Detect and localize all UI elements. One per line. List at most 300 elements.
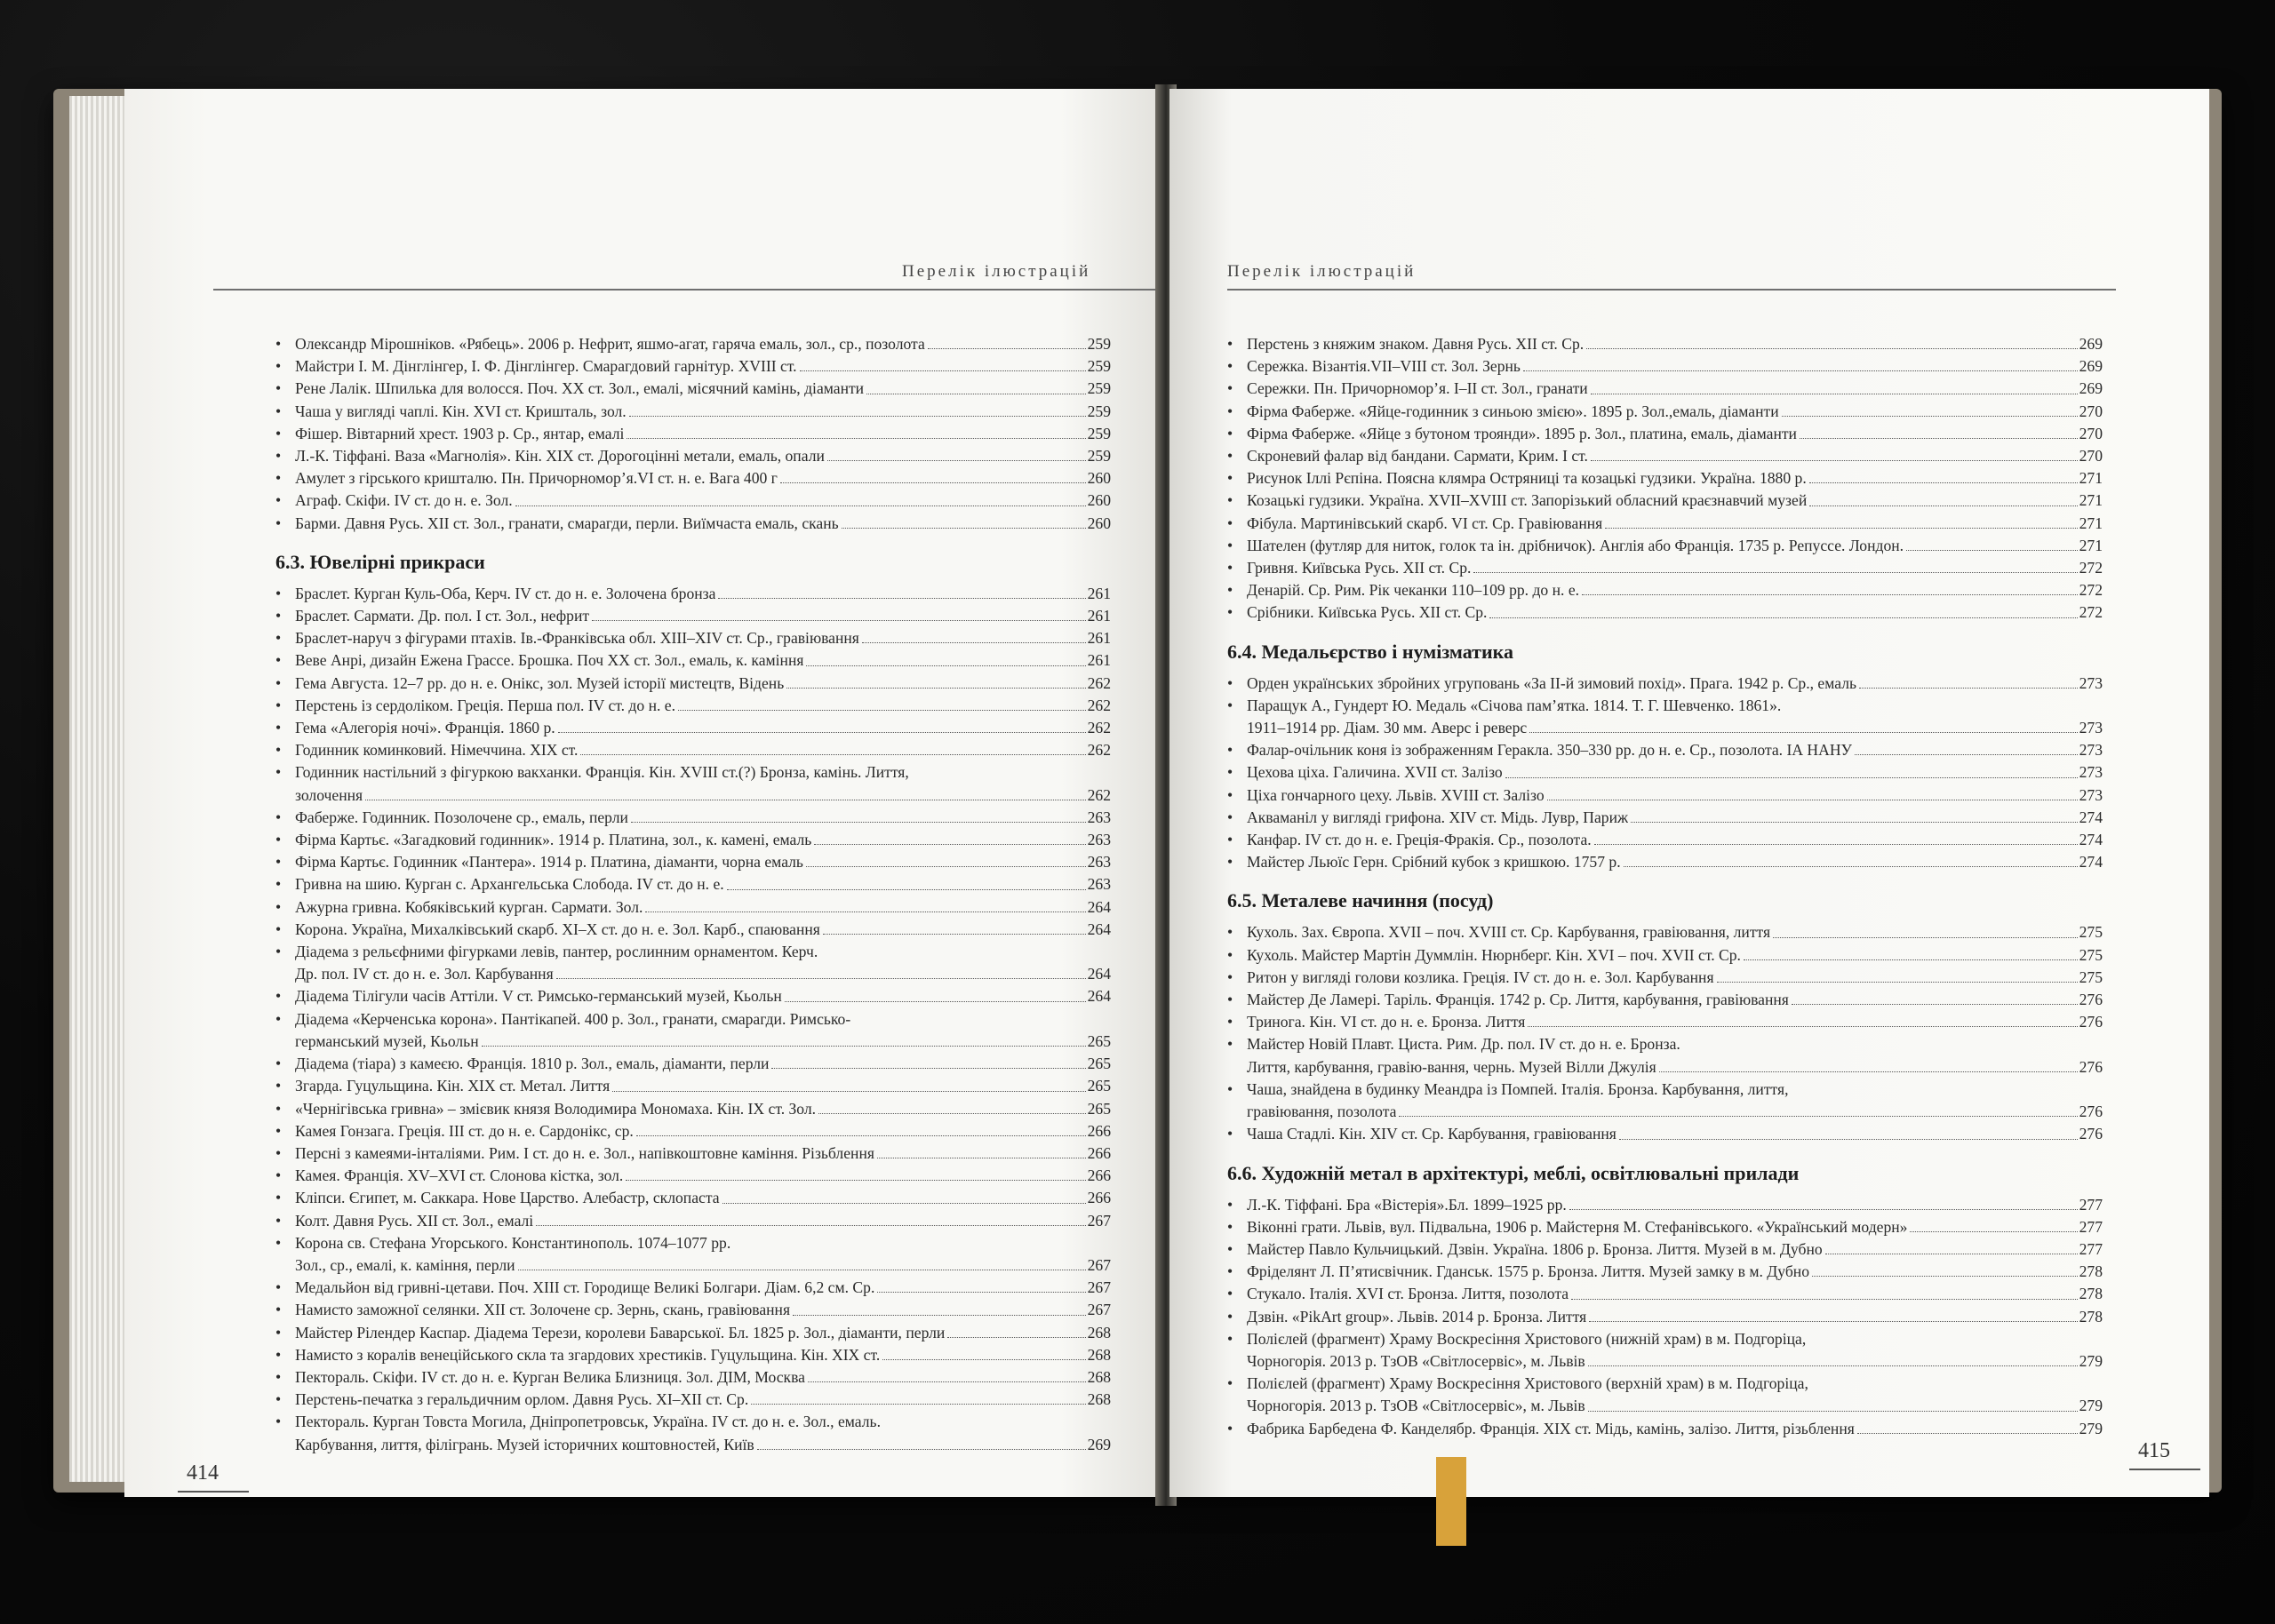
entry-text: Перстень із сердоліком. Греція. Перша пол. IV ст. до н. е. (295, 696, 675, 714)
entry-page-number: 263 (1087, 808, 1111, 826)
bullet-icon: • (275, 943, 282, 961)
entry-page-number: 274 (2079, 808, 2103, 826)
entry-page-number: 276 (2079, 1125, 2103, 1143)
dot-leader (558, 717, 1086, 733)
bullet-icon: • (275, 741, 282, 760)
illustration-entry (275, 1277, 1111, 1299)
illustration-entry (275, 1322, 1111, 1344)
entry-text: Шателен (футляр для ниток, голок та ін. дрібничок). Англія або Франція. 1735 р. Репуссе. Лондон. (1247, 536, 1904, 554)
illustration-entry (275, 1299, 1111, 1321)
dot-leader (626, 1165, 1085, 1181)
entry-page-number: 278 (2079, 1262, 2103, 1281)
illustration-entry (1227, 378, 2103, 400)
entry-page-number: 263 (1087, 853, 1111, 872)
dot-leader (771, 1053, 1085, 1069)
illustration-entry (1227, 423, 2103, 445)
section-heading: 6.5. Металеве начиння (посуд) (1227, 889, 1494, 912)
dot-leader (800, 355, 1086, 371)
entry-text: Фаберже. Годинник. Позолочене ср., емаль, перли (295, 808, 628, 826)
entry-text: Л.-К. Тіффані. Бра «Вістерія».Бл. 1899–1925 рр. (1247, 1195, 1567, 1214)
entry-text: Діадема з рельєфними фігурками левів, пантер, рослинним орнаментом. Керч. (295, 943, 818, 961)
illustration-entry (1227, 921, 2103, 943)
bullet-icon: • (275, 1189, 282, 1207)
bullet-icon: • (1227, 513, 1233, 532)
entry-page-number: 262 (1087, 741, 1111, 760)
bullet-icon: • (1227, 785, 1233, 804)
bullet-icon: • (275, 1166, 282, 1185)
bullet-icon: • (1227, 1419, 1233, 1437)
bullet-icon: • (1227, 1079, 1233, 1098)
dot-leader (1588, 1350, 2078, 1366)
illustration-entry (1227, 944, 2103, 967)
entry-text: Козацькі гудзики. Україна. XVII–XVIII ст. Запорізький обласний краєзнавчий музей (1247, 491, 1808, 510)
illustration-entry (1227, 851, 2103, 873)
entry-text: Діадема (тіара) з камеєю. Франція. 1810 р. Зол., емаль, діаманти, перли (295, 1055, 770, 1073)
entry-text: Сережки. Пн. Причорномор’я. I–II ст. Зол., гранати (1247, 379, 1588, 398)
illustration-entry (1227, 829, 2103, 851)
bullet-icon: • (275, 335, 282, 353)
bullet-icon: • (1227, 335, 1233, 353)
entry-text: Фірма Картьє. «Загадковий годинник». 1914 р. Платина, зол., к. камені, емаль (295, 831, 812, 849)
entry-page-number: 274 (2079, 831, 2103, 849)
dot-leader (1812, 1261, 2078, 1277)
illustration-entry (1227, 1123, 2103, 1145)
entry-page-number: 266 (1087, 1121, 1111, 1140)
right-page (1169, 89, 2209, 1497)
entry-text-continuation: Лиття, карбування, гравію-вання, чернь. Музей Вілли Джулія (1247, 1057, 1656, 1076)
dot-leader (1588, 1395, 2078, 1411)
bullet-icon: • (275, 808, 282, 826)
bullet-icon: • (1227, 447, 1233, 466)
running-head-left: Перелік ілюстрацій (902, 262, 1091, 281)
bullet-icon: • (275, 1345, 282, 1364)
dot-leader (1906, 535, 2078, 551)
entry-text-continuation: Др. пол. IV ст. до н. е. Зол. Карбування (295, 965, 554, 983)
dot-leader (1631, 807, 2077, 823)
entry-page-number: 272 (2079, 559, 2103, 577)
dot-leader (1591, 445, 2078, 461)
entry-text: Олександр Мірошніков. «Рябець». 2006 р. Нефрит, яшмо-агат, гаряча емаль, зол., ср., позолота (295, 335, 925, 353)
entry-page-number: 275 (2079, 945, 2103, 964)
dot-leader (882, 1344, 1085, 1360)
entry-page-number: 263 (1087, 875, 1111, 894)
bullet-icon: • (1227, 1195, 1233, 1214)
illustration-entry (1227, 1418, 2103, 1440)
entry-text: Гривня. Київська Русь. XII ст. Ср. (1247, 559, 1472, 577)
illustration-entry (275, 873, 1111, 896)
bullet-icon: • (1227, 673, 1233, 692)
entry-page-number: 272 (2079, 581, 2103, 600)
dot-leader (757, 1434, 1086, 1450)
bullet-icon: • (1227, 991, 1233, 1009)
entry-text: Майстри І. М. Дінглінгер, І. Ф. Дінглінгер. Смарагдовий гарнітур. XVIII ст. (295, 357, 797, 376)
bullet-icon: • (275, 1121, 282, 1140)
dot-leader (1582, 579, 2078, 595)
bullet-icon: • (275, 1099, 282, 1118)
page-number-right: 415 (2138, 1439, 2170, 1462)
entry-text: Корона. Україна, Михалківський скарб. XI–X ст. до н. е. Зол. Карб., спаювання (295, 919, 820, 938)
bullet-icon: • (1227, 696, 1233, 714)
entry-page-number: 260 (1087, 469, 1111, 488)
bullet-icon: • (1227, 424, 1233, 442)
dot-leader (786, 673, 1085, 689)
entry-page-number: 276 (2079, 1057, 2103, 1076)
entry-text: Орден українських збройних угруповань «За ІІ-й зимовий похід». Прага. 1942 р. Ср., емаль (1247, 673, 1857, 692)
ribbon-bookmark[interactable] (1436, 1457, 1466, 1546)
entry-text: Годинник коминковий. Німеччина. XIX ст. (295, 741, 579, 760)
entry-page-number: 277 (2079, 1217, 2103, 1236)
bullet-icon: • (275, 1077, 282, 1095)
entry-page-number: 270 (2079, 447, 2103, 466)
illustration-entry (275, 1008, 1111, 1053)
entry-text: Аграф. Скіфи. IV ст. до н. е. Зол. (295, 491, 513, 510)
entry-text: Ритон у вигляді голови козлика. Греція. IV ст. до н. е. Зол. Карбування (1247, 967, 1714, 986)
entry-text: Ціха гончарного цеху. Львів. XVIII ст. Залізо (1247, 785, 1545, 804)
bullet-icon: • (275, 763, 282, 782)
illustration-entry (1227, 807, 2103, 829)
bullet-icon: • (1227, 923, 1233, 942)
illustration-entry (275, 467, 1111, 490)
bullet-icon: • (1227, 831, 1233, 849)
illustration-entry (275, 1411, 1111, 1455)
entry-page-number: 268 (1087, 1323, 1111, 1341)
entry-text: Фалар-очільник коня із зображенням Геракла. 350–330 рр. до н. е. Ср., позолота. ІА НАНУ (1247, 741, 1853, 760)
entry-page-number: 276 (2079, 1013, 2103, 1031)
entry-page-number: 276 (2079, 1103, 2103, 1121)
entry-text: Стукало. Італія. XVI ст. Бронза. Лиття, позолота (1247, 1285, 1569, 1303)
bullet-icon: • (1227, 967, 1233, 986)
dot-leader (556, 963, 1086, 979)
dot-leader (482, 1031, 1086, 1047)
bullet-icon: • (1227, 1239, 1233, 1258)
illustrations-list-left (275, 333, 1111, 1456)
illustration-entry (275, 1120, 1111, 1142)
illustration-entry (275, 985, 1111, 1007)
dot-leader (1782, 401, 2078, 417)
dot-leader (1571, 1283, 2078, 1299)
entry-text: Срібники. Київська Русь. XII ст. Ср. (1247, 603, 1488, 622)
entry-text: Фібула. Мартинівський скарб. VI ст. Ср. Гравіювання (1247, 513, 1603, 532)
dot-leader (814, 829, 1085, 845)
entry-page-number: 262 (1087, 673, 1111, 692)
header-rule-right (1227, 289, 2116, 291)
dot-leader (1473, 557, 2077, 573)
entry-text: Фірма Картьє. Годинник «Пантера». 1914 р. Платина, діаманти, чорна емаль (295, 853, 803, 872)
entry-page-number: 268 (1087, 1367, 1111, 1386)
illustration-entry (275, 851, 1111, 873)
dot-leader (645, 896, 1085, 912)
entry-page-number: 260 (1087, 491, 1111, 510)
illustration-entry (1227, 535, 2103, 557)
illustration-entry (1227, 1306, 2103, 1328)
bullet-icon: • (275, 1301, 282, 1319)
section-heading: 6.3. Ювелірні прикраси (275, 550, 485, 573)
illustration-entry (1227, 1283, 2103, 1305)
illustration-entry (1227, 601, 2103, 624)
bullet-icon: • (1227, 581, 1233, 600)
dot-leader (1528, 1011, 2077, 1027)
entry-text: Кухоль. Майстер Мартін Думмлін. Нюрнберг. Кін. XVI – поч. XVII ст. Ср. (1247, 945, 1741, 964)
entry-text: Годинник настільний з фігуркою вакханки. Франція. Кін. XVIII ст.(?) Бронза, камінь. Лиття, (295, 763, 909, 782)
dot-leader (1529, 717, 2077, 733)
illustration-entry (1227, 1079, 2103, 1123)
entry-text: Фірма Фаберже. «Яйце з бутоном троянди». 1895 р. Зол., платина, емаль, діаманти (1247, 424, 1797, 442)
bullet-icon: • (275, 1390, 282, 1409)
entry-text: Намисто з коралів венеційського скла та згардових хрестиків. Гуцульщина. Кін. XIX ст. (295, 1345, 881, 1364)
entry-text: Браслет-наруч з фігурами птахів. Ів.-Франківська обл. XIII–XIV ст. Ср., гравіювання (295, 629, 859, 648)
bullet-icon: • (1227, 379, 1233, 398)
illustration-entry (275, 1344, 1111, 1366)
illustration-entry (275, 378, 1111, 400)
illustration-entry (275, 355, 1111, 378)
entry-text: Паращук А., Гундерт Ю. Медаль «Січова пам’ятка. 1814. Т. Г. Шевченко. 1861». (1247, 696, 1782, 714)
entry-text: Віконні грати. Львів, вул. Підвальна, 1906 р. Майстерня М. Стефанівського. «Український модерн» (1247, 1217, 1908, 1236)
bullet-icon: • (1227, 469, 1233, 488)
illustration-entry (275, 605, 1111, 627)
entry-page-number: 279 (2079, 1397, 2103, 1415)
entry-text: Фішер. Вівтарний хрест. 1903 р. Ср., янтар, емалі (295, 424, 625, 442)
bullet-icon: • (275, 1413, 282, 1431)
entry-text: Л.-К. Тіффані. Ваза «Магнолія». Кін. XIX ст. Дорогоцінні метали, емаль, опали (295, 447, 825, 466)
entry-text: Барми. Давня Русь. XII ст. Зол., гранати, смарагди, перли. Виїмчаста емаль, скань (295, 513, 839, 532)
bullet-icon: • (275, 987, 282, 1006)
illustration-entry (1227, 513, 2103, 535)
entry-text: Денарій. Ср. Рим. Рік чеканки 110–109 рр. до н. е. (1247, 581, 1580, 600)
entry-page-number: 273 (2079, 741, 2103, 760)
illustration-entry (275, 919, 1111, 941)
dot-leader (793, 1299, 1086, 1315)
dot-leader (1857, 1418, 2078, 1434)
dot-leader (1594, 829, 2078, 845)
entry-page-number: 276 (2079, 991, 2103, 1009)
illustration-entry (1227, 467, 2103, 490)
entry-text: Корона св. Стефана Угорського. Константинополь. 1074–1077 рр. (295, 1233, 731, 1252)
bullet-icon: • (275, 1233, 282, 1252)
entry-page-number: 277 (2079, 1239, 2103, 1258)
dot-leader (823, 919, 1086, 935)
bullet-icon: • (1227, 945, 1233, 964)
dot-leader (1825, 1238, 2078, 1254)
entry-page-number: 279 (2079, 1419, 2103, 1437)
entry-text: Браслет. Сармати. Др. пол. I ст. Зол., нефрит (295, 607, 590, 625)
entry-text: Рисунок Іллі Рєпіна. Поясна клямра Остряниці та козацькі гудзики. Україна. 1880 р. (1247, 469, 1807, 488)
illustration-entry (275, 333, 1111, 355)
entry-text: Гривна на шию. Курган с. Архангельська Слобода. IV ст. до н. е. (295, 875, 724, 894)
entry-text: Канфар. IV ст. до н. е. Греція-Фракія. Ср., позолота. (1247, 831, 1592, 849)
dot-leader (751, 1389, 1085, 1405)
dot-leader (1809, 490, 2077, 506)
entry-text: Ажурна гривна. Кобяківський курган. Сармати. Зол. (295, 897, 643, 916)
entry-text: Кліпси. Єгипет, м. Саккара. Нове Царство. Алебастр, склопаста (295, 1189, 720, 1207)
entry-page-number: 268 (1087, 1345, 1111, 1364)
entry-text-continuation: Чорногорія. 2013 р. ТзОВ «Світлосервіс», м. Львів (1247, 1397, 1585, 1415)
entry-page-number: 265 (1087, 1031, 1111, 1050)
dot-leader (785, 985, 1086, 1001)
illustration-entry (275, 1075, 1111, 1097)
bullet-icon: • (275, 402, 282, 420)
entry-page-number: 273 (2079, 719, 2103, 737)
dot-leader (1809, 467, 2078, 483)
entry-text-continuation: Чорногорія. 2013 р. ТзОВ «Світлосервіс», м. Львів (1247, 1351, 1585, 1370)
bullet-icon: • (1227, 402, 1233, 420)
entry-text: Майстер Новій Плавт. Циста. Рим. Др. пол. IV ст. до н. е. Бронза. (1247, 1035, 1680, 1054)
illustration-entry (275, 583, 1111, 605)
entry-page-number: 273 (2079, 785, 2103, 804)
entry-text: Фірма Фаберже. «Яйце-годинник з синьою змією». 1895 р. Зол.,емаль, діаманти (1247, 402, 1779, 420)
dot-leader (1591, 378, 2078, 394)
entry-text: Сережка. Візантія.VII–VIII ст. Зол. Зернь (1247, 357, 1521, 376)
entry-text: Веве Анрі, дизайн Ежена Грассе. Брошка. Поч XX ст. Зол., емаль, к. каміння (295, 651, 804, 670)
illustration-entry (275, 423, 1111, 445)
dot-leader (877, 1277, 1085, 1293)
entry-text: Перстень з княжим знаком. Давня Русь. XII ст. Ср. (1247, 335, 1585, 353)
dot-leader (1586, 333, 2077, 349)
dot-leader (818, 1098, 1086, 1114)
dot-leader (877, 1142, 1086, 1158)
dot-leader (536, 1210, 1085, 1226)
bullet-icon: • (1227, 1329, 1233, 1348)
bullet-icon: • (275, 469, 282, 488)
dot-leader (842, 513, 1086, 529)
entry-text: Акваманіл у вигляді грифона. XIV ст. Мідь. Лувр, Париж (1247, 808, 1629, 826)
bullet-icon: • (275, 357, 282, 376)
entry-page-number: 265 (1087, 1077, 1111, 1095)
illustration-entry (275, 490, 1111, 512)
illustration-entry (1227, 784, 2103, 807)
entry-page-number: 268 (1087, 1390, 1111, 1409)
entry-text: Гема Августа. 12–7 рр. до н. е. Онікс, зол. Музей історії мистецтв, Відень (295, 673, 785, 692)
entry-text: Майстер Льюїс Герн. Срібний кубок з кришкою. 1757 р. (1247, 853, 1621, 872)
dot-leader (1792, 989, 2078, 1005)
entry-page-number: 259 (1087, 447, 1111, 466)
bullet-icon: • (275, 447, 282, 466)
entry-text: Майстер Рілендер Каспар. Діадема Терези, королеви Баварської. Бл. 1825 р. Зол., діаманти, перли (295, 1323, 946, 1341)
entry-text: Чаша, знайдена в будинку Меандра із Помпей. Італія. Бронза. Карбування, лиття, (1247, 1079, 1789, 1098)
entry-page-number: 267 (1087, 1301, 1111, 1319)
dot-leader (806, 851, 1086, 867)
bullet-icon: • (1227, 603, 1233, 622)
entry-text: Персні з камеями-інталіями. Рим. I ст. до н. е. Зол., напівкоштовне каміння. Різьблення (295, 1143, 874, 1162)
entry-text: Кухоль. Зах. Європа. XVII – поч. XVIII ст. Ср. Карбування, гравіювання, лиття (1247, 923, 1771, 942)
illustration-entry (1227, 445, 2103, 467)
entry-page-number: 265 (1087, 1099, 1111, 1118)
illustration-entry (275, 1389, 1111, 1411)
illustration-entry (275, 807, 1111, 829)
entry-page-number: 267 (1087, 1255, 1111, 1274)
illustration-entry (1227, 490, 2103, 512)
entry-page-number: 278 (2079, 1285, 2103, 1303)
entry-text: Пектораль. Скіфи. IV ст. до н. е. Курган Велика Близниця. Зол. ДІМ, Москва (295, 1367, 805, 1386)
entry-page-number: 269 (2079, 335, 2103, 353)
running-head-right: Перелік ілюстрацій (1227, 262, 1417, 281)
entry-text: Згарда. Гуцульщина. Кін. XIX ст. Метал. Лиття (295, 1077, 611, 1095)
dot-leader (1399, 1101, 2077, 1117)
entry-page-number: 259 (1087, 402, 1111, 420)
bullet-icon: • (275, 897, 282, 916)
illustration-entry (275, 761, 1111, 806)
entry-page-number: 262 (1087, 785, 1111, 804)
illustration-entry (275, 673, 1111, 695)
entry-text: Камея. Франція. XV–XVI ст. Слонова кістка, зол. (295, 1166, 624, 1185)
entry-page-number: 265 (1087, 1055, 1111, 1073)
entry-text: Перстень-печатка з геральдичним орлом. Давня Русь. XI–XII ст. Ср. (295, 1390, 749, 1409)
illustration-entry (1227, 355, 2103, 378)
entry-page-number: 259 (1087, 424, 1111, 442)
entry-text: Чаша у вигляді чаплі. Кін. XVI ст. Кришталь, зол. (295, 402, 627, 420)
dot-leader (1489, 601, 2077, 617)
dot-leader (580, 739, 1085, 755)
dot-leader (636, 1120, 1086, 1136)
illustration-entry (275, 1210, 1111, 1232)
bullet-icon: • (1227, 357, 1233, 376)
bullet-icon: • (1227, 1035, 1233, 1054)
bullet-icon: • (1227, 559, 1233, 577)
entry-text: Колт. Давня Русь. XII ст. Зол., емалі (295, 1211, 534, 1230)
entry-page-number: 266 (1087, 1166, 1111, 1185)
illustration-entry (1227, 579, 2103, 601)
entry-page-number: 262 (1087, 719, 1111, 737)
bullet-icon: • (1227, 763, 1233, 782)
illustration-entry (1227, 1328, 2103, 1373)
bullet-icon: • (275, 1009, 282, 1028)
entry-page-number: 261 (1087, 584, 1111, 602)
illustration-entry (275, 627, 1111, 649)
dot-leader (808, 1366, 1086, 1382)
bullet-icon: • (275, 696, 282, 714)
dot-leader (1773, 921, 2078, 937)
dot-leader (1744, 944, 2078, 960)
bullet-icon: • (1227, 741, 1233, 760)
bullet-icon: • (1227, 808, 1233, 826)
illustration-entry (275, 739, 1111, 761)
entry-text: Намисто заможної селянки. XII ст. Золочене ср. Зернь, скань, гравіювання (295, 1301, 791, 1319)
section-heading: 6.6. Художній метал в архітектурі, меблі, освітлювальні прилади (1227, 1161, 1800, 1184)
dot-leader (612, 1075, 1085, 1091)
entry-text: Гема «Алегорія ночі». Франція. 1860 р. (295, 719, 555, 737)
illustration-entry (275, 1187, 1111, 1209)
entry-text: Майстер Де Ламері. Таріль. Франція. 1742 р. Ср. Лиття, карбування, гравіювання (1247, 991, 1789, 1009)
bullet-icon: • (275, 875, 282, 894)
bullet-icon: • (275, 651, 282, 670)
entry-page-number: 264 (1087, 897, 1111, 916)
entry-text: Медальйон від гривні-цетави. Поч. XIII ст. Городище Великі Болгари. Діам. 6,2 см. Ср. (295, 1278, 875, 1297)
dot-leader (1605, 513, 2077, 529)
entry-text: Діадема Тілігули часів Аттіли. V ст. Римсько-германський музей, Кьольн (295, 987, 782, 1006)
illustration-entry (1227, 989, 2103, 1011)
dot-leader (1589, 1306, 2077, 1322)
entry-text: Тринога. Кін. VI ст. до н. е. Бронза. Лиття (1247, 1013, 1526, 1031)
entry-page-number: 259 (1087, 379, 1111, 398)
illustration-entry (1227, 1216, 2103, 1238)
entry-text: Полієлей (фрагмент) Храму Воскресіння Христового (верхній храм) в м. Подгоріца, (1247, 1374, 1808, 1393)
entry-page-number: 261 (1087, 607, 1111, 625)
entry-text: Амулет з гірського кришталю. Пн. Причорномор’я.VI ст. н. е. Вага 400 г (295, 469, 778, 488)
bullet-icon: • (275, 629, 282, 648)
entry-text: Скроневий фалар від бандани. Сармати, Крим. I ст. (1247, 447, 1588, 466)
bullet-icon: • (275, 719, 282, 737)
dot-leader (1910, 1216, 2077, 1232)
entry-text-continuation: Зол., ср., емалі, к. каміння, перли (295, 1255, 515, 1274)
bullet-icon: • (275, 513, 282, 532)
entry-page-number: 273 (2079, 763, 2103, 782)
entry-page-number: 261 (1087, 651, 1111, 670)
dot-leader (629, 401, 1086, 417)
entry-page-number: 271 (2079, 536, 2103, 554)
entry-page-number: 273 (2079, 673, 2103, 692)
illustration-entry (1227, 1373, 2103, 1417)
entry-page-number: 259 (1087, 335, 1111, 353)
bullet-icon: • (1227, 491, 1233, 510)
